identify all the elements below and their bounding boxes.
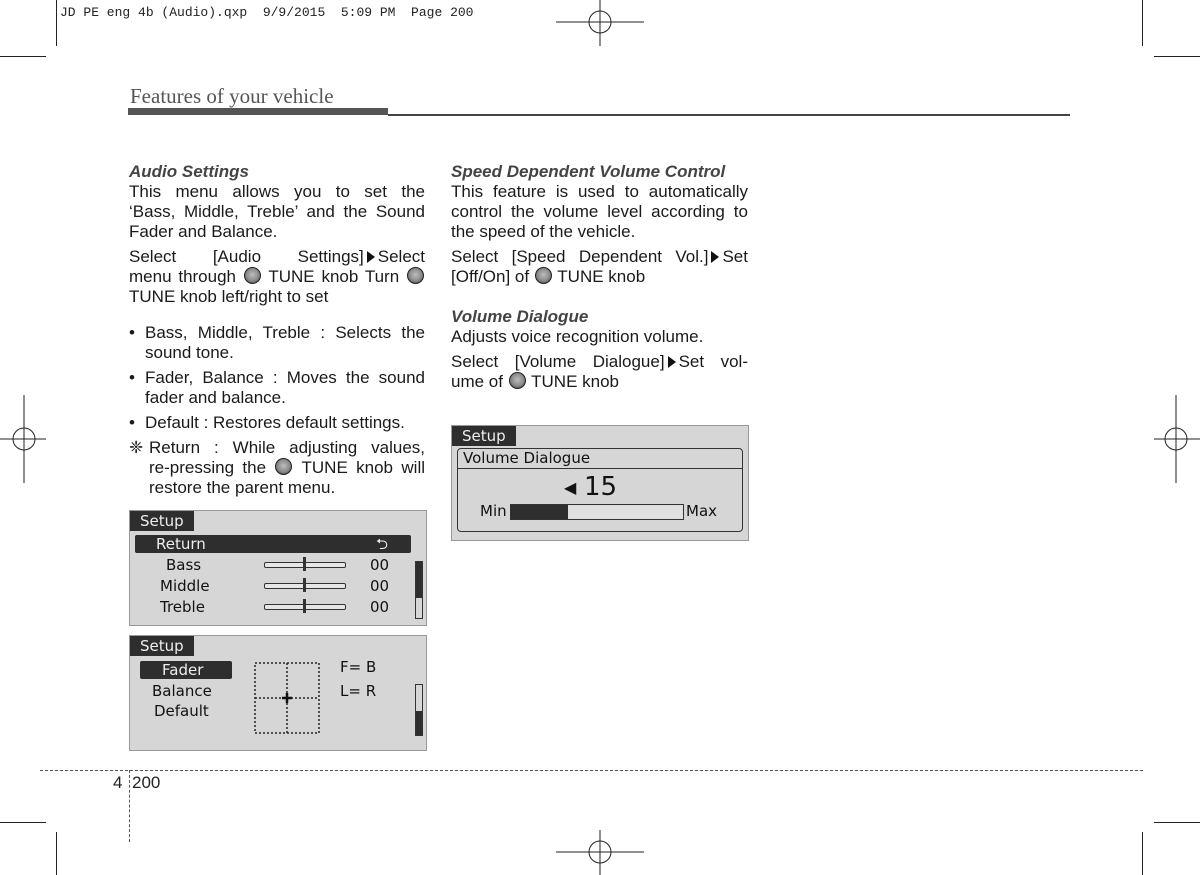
select-instruction-line: Select [Volume Dialogue] Set vol- xyxy=(451,352,748,371)
fader-item: Fader xyxy=(162,661,204,679)
balance-readout: L= R xyxy=(340,682,377,700)
registration-mark-bottom xyxy=(556,830,644,875)
scrollbar[interactable] xyxy=(415,561,423,619)
note-item: ❈ Return : While adjusting values, re-pressing the TUNE knob will restore the parent menu. xyxy=(129,438,425,497)
audio-settings-heading: Audio Settings xyxy=(129,162,249,181)
tune-knob-icon xyxy=(509,372,526,389)
screen-tab: Setup xyxy=(130,511,194,531)
volume-dialogue-screen xyxy=(451,425,749,541)
list-item: • Bass, Middle, Treble : Selects the sound tone. xyxy=(129,323,425,362)
title-rule-thick xyxy=(128,108,388,115)
crop-mark xyxy=(1142,832,1143,875)
middle-value: 00 xyxy=(370,577,390,595)
treble-slider-thumb[interactable] xyxy=(303,599,306,613)
volume-level-bar[interactable] xyxy=(510,504,684,520)
registration-mark-left xyxy=(0,395,46,483)
select-instruction-line: Select [Audio Settings] Select xyxy=(129,247,425,266)
bass-slider-thumb[interactable] xyxy=(303,557,306,571)
default-item[interactable]: Default xyxy=(154,702,209,720)
left-column xyxy=(129,162,425,498)
select-instruction-line: Select [Speed Dependent Vol.] Set xyxy=(451,247,748,266)
middle-slider-thumb[interactable] xyxy=(303,578,306,592)
crop-mark xyxy=(1142,0,1143,46)
volume-level-fill xyxy=(511,505,568,519)
crop-mark xyxy=(56,832,57,875)
select-instruction-line: menu through TUNE knob Turn xyxy=(129,267,425,287)
registration-mark-top xyxy=(556,0,644,46)
crop-mark xyxy=(1154,56,1200,57)
print-header: JD PE eng 4b (Audio).qxp 9/9/2015 5:09 PM Page 200 xyxy=(60,5,474,20)
bass-value: 00 xyxy=(370,556,390,574)
speaker-icon: ◀ xyxy=(564,478,577,497)
scrollbar-thumb[interactable] xyxy=(416,711,422,735)
tune-knob-icon xyxy=(407,267,424,284)
fader-balance-grid[interactable] xyxy=(254,662,320,734)
treble-value: 00 xyxy=(370,598,390,616)
scrollbar[interactable] xyxy=(415,684,423,736)
volume-dialogue-heading: Volume Dialogue xyxy=(451,307,589,326)
select-instruction-line: TUNE knob left/right to set xyxy=(129,287,329,306)
intro-line: This menu allows you to set the xyxy=(129,182,425,201)
paragraph-line: This feature is used to automatically xyxy=(451,182,748,201)
crop-mark xyxy=(0,822,46,823)
footer-dashed-rule xyxy=(40,770,1143,771)
bass-label: Bass xyxy=(166,556,202,574)
paragraph-line: Adjusts voice recognition volume. xyxy=(451,327,704,346)
right-column xyxy=(451,162,748,392)
tune-knob-icon xyxy=(535,267,552,284)
return-icon: ⮌ xyxy=(376,535,389,553)
balance-item[interactable]: Balance xyxy=(152,682,212,700)
page-number: 200 xyxy=(132,773,161,792)
paragraph-line: the speed of the vehicle. xyxy=(451,222,636,241)
arrow-right-icon xyxy=(711,251,719,263)
panel-divider xyxy=(458,468,742,469)
intro-line: ‘Bass, Middle, Treble’ and the Sound xyxy=(129,202,425,221)
fader-balance-screen xyxy=(129,635,427,751)
intro-line: Fader and Balance. xyxy=(129,222,278,241)
audio-settings-screen xyxy=(129,510,427,626)
scrollbar-thumb[interactable] xyxy=(416,562,422,598)
return-label: Return xyxy=(156,535,206,553)
crop-mark xyxy=(1154,822,1200,823)
min-label: Min xyxy=(480,502,507,520)
tune-knob-icon xyxy=(244,267,261,284)
volume-value: 15 xyxy=(584,472,618,502)
tune-knob-icon xyxy=(275,458,292,475)
fader-readout: F= B xyxy=(340,658,377,676)
crop-mark xyxy=(0,56,46,57)
treble-label: Treble xyxy=(160,598,205,616)
section-title: Features of your vehicle xyxy=(130,84,334,108)
list-item: • Default : Restores default settings. xyxy=(129,413,405,432)
arrow-right-icon xyxy=(668,356,676,368)
paragraph-line: control the volume level according to xyxy=(451,202,748,221)
registration-mark-right xyxy=(1154,395,1200,483)
select-instruction-line: [Off/On] of TUNE knob xyxy=(451,267,646,286)
title-rule-thin xyxy=(388,114,1070,116)
screen-tab: Setup xyxy=(130,636,194,656)
footer-dashed-divider xyxy=(129,770,130,842)
arrow-right-icon xyxy=(367,251,375,263)
screen-tab: Setup xyxy=(452,426,516,446)
chapter-number: 4 xyxy=(113,773,123,792)
crop-mark xyxy=(56,0,57,46)
speed-volume-heading: Speed Dependent Volume Control xyxy=(451,162,726,181)
max-label: Max xyxy=(686,502,718,520)
volume-dialogue-title: Volume Dialogue xyxy=(463,449,591,467)
list-item: • Fader, Balance : Moves the sound fader and balance. xyxy=(129,368,425,407)
middle-label: Middle xyxy=(160,577,210,595)
select-instruction-line: ume of TUNE knob xyxy=(451,372,620,391)
